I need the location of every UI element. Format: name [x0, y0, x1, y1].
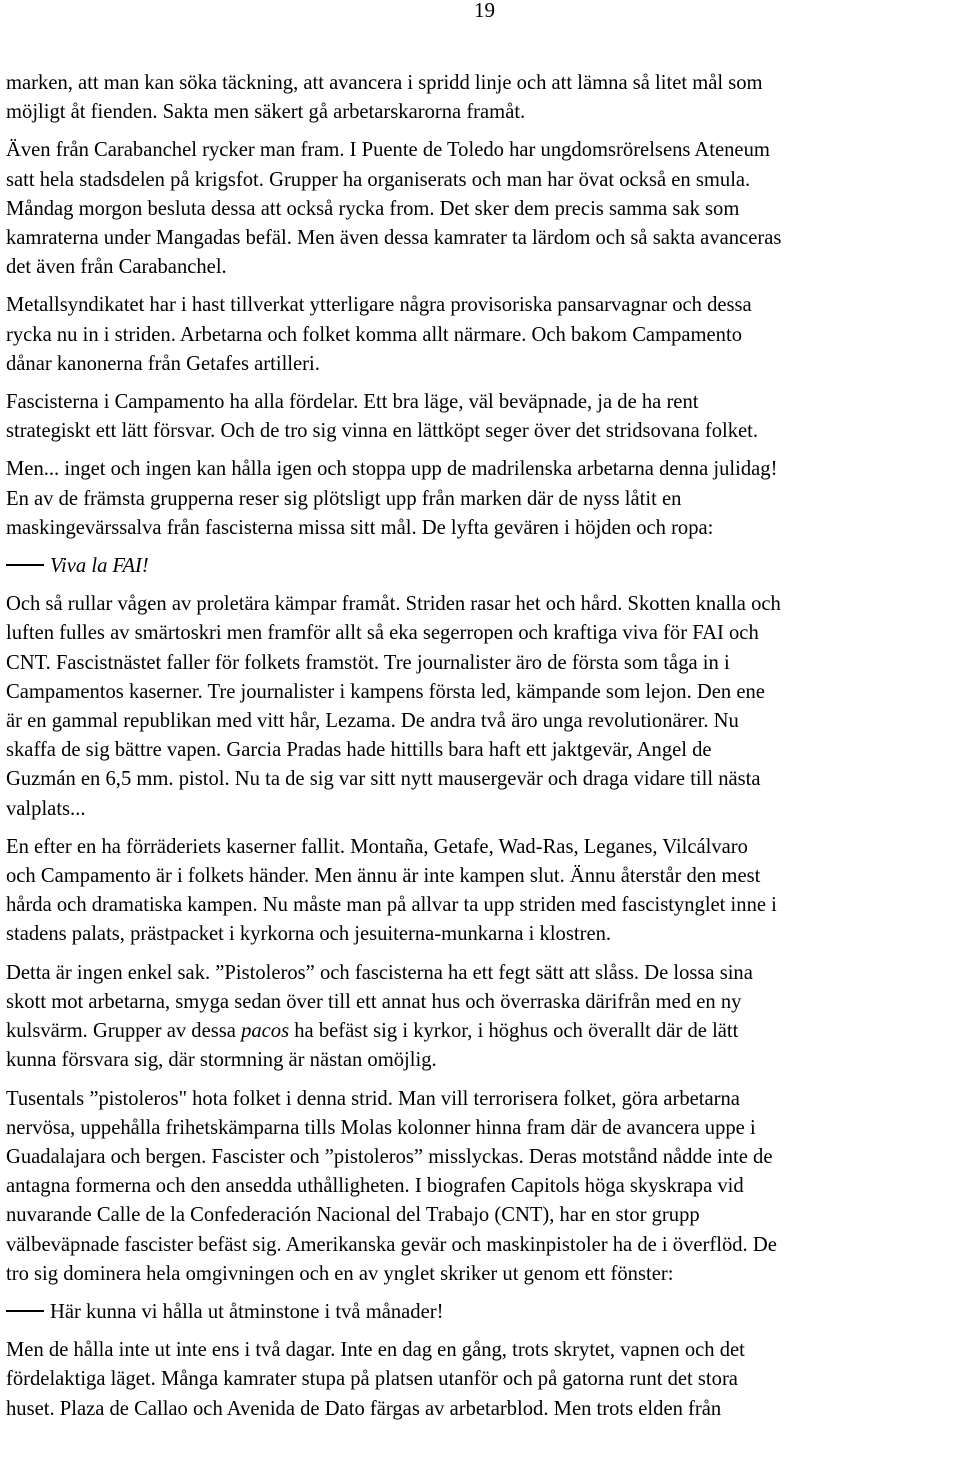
quoted-shout — [6, 1298, 960, 1327]
paragraph: Tusentals ”pistoleros" hota folket i denna strid. Man vill terrorisera folket, göra arbetarna nervösa, uppehålla frihetskämparna tills Molas kolonner hinna fram där de avancera uppe i Guadalajara och bergen. Fascister och ”pistoleros” misslyckas. Deras motstånd nådde inte de antagna formerna och den ansedda uthålligheten. I biografen Capitols höga skyskrapa vid nuvarande Calle de la Confederación Nacional del Trabajo (CNT), har en stor grupp välbeväpnade fascister befäst sig. Amerikanska gevär och maskinpistoler ha de i överflöd. De tro sig dominera hela omgivningen och en av ynglet skriker ut genom ett fönster: — [6, 1087, 777, 1285]
page-body — [6, 69, 960, 1424]
quoted-shout — [6, 552, 960, 581]
paragraph: Men de hålla inte ut inte ens i två dagar. Inte en dag en gång, trots skrytet, vapnen och det fördelaktiga läget. Många kamrater stupa på platsen utanför och på gatorna runt det stora huset. Plaza de Callao och Avenida de Dato färgas av arbetarblod. Men trots elden från — [6, 1339, 745, 1420]
quote-text: Här kunna vi hålla ut åtminstone i två månader! — [50, 1300, 444, 1323]
paragraph: Metallsyndikatet har i hast tillverkat ytterligare några provisoriska pansarvagnar och dessa rycka nu in i striden. Arbetarna och folket komma allt närmare. Och bakom Campamento dånar kanonerna från Getafes artilleri. — [6, 294, 752, 375]
paragraph: Men... inget och ingen kan hålla igen och stoppa upp de madrilenska arbetarna denna julidag! En av de främsta grupperna reser sig plötsligt upp från marken där de nyss låtit en maskingevärssalva från fascisterna missa sitt mål. De lyfta gevären i höjden och ropa: — [6, 458, 778, 539]
paragraph-text: Detta är ingen enkel sak. ”Pistoleros” och fascisterna ha ett fegt sätt att slåss. De lossa sina skott mot arbetarna, smyga sedan över till ett annat hus och överraska därifrån med en ny kulsvärm. Grupper av dessa — [6, 961, 753, 1043]
paragraph — [6, 959, 960, 1076]
dash-mark — [6, 1298, 50, 1327]
dash-mark — [6, 552, 50, 581]
paragraph: Och så rullar vågen av proletära kämpar framåt. Striden rasar het och hård. Skotten knalla och luften fulles av smärtoskri men framför allt så eka segerropen och kraftiga viva för FAI och CNT. Fascistnästet faller för folkets framstöt. Tre journalister äro de första som tåga in i Campamentos kaserner. Tre journalister i kampens första led, kämpande som lejon. Den ene är en gammal republikan med vitt hår, Lezama. De andra två äro unga revolutionärer. Nu skaffa de sig bättre vapen. Garcia Pradas hade hittills bara haft ett jaktgevär, Angel de Guzmán en 6,5 mm. pistol. Nu ta de sig var sitt nytt mausergevär och draga vidare till nästa valplats... — [6, 593, 781, 820]
quote-text: Viva la FAI! — [50, 555, 149, 578]
paragraph: Fascisterna i Campamento ha alla fördelar. Ett bra läge, väl beväpnade, ja de ha rent strategiskt ett lätt försvar. Och de tro sig vinna en lättköpt seger över det stridsovana folket. — [6, 391, 759, 443]
page-number: 19 — [474, 0, 495, 22]
paragraph: En efter en ha förräderiets kaserner fallit. Montaña, Getafe, Wad-Ras, Leganes, Vilcálvaro och Campamento är i folkets händer. Men ännu är inte kampen slut. Ännu återstår den mest hårda och dramatiska kampen. Nu måste man på allvar ta upp striden med fascistynglet inne i stadens palats, prästpacket i kyrkorna och jesuiterna-munkarna i klostren. — [6, 835, 777, 946]
paragraph: Även från Carabanchel rycker man fram. I Puente de Toledo har ungdomsrörelsens Ateneum satt hela stadsdelen på krigsfot. Grupper ha organiserats och man har övat också en smula. Måndag morgon besluta dessa att också rycka from. Det sker dem precis samma sak som kamraterna under Mangadas befäl. Men även dessa kamrater ta lärdom och så sakta avanceras det även från Carabanchel. — [6, 139, 782, 279]
paragraph: marken, att man kan söka täckning, att avancera i spridd linje och att lämna så litet mål som möjligt åt fienden. Sakta men säkert gå arbetarskarorna framåt. — [6, 72, 763, 124]
italic-word: pacos — [241, 1020, 290, 1043]
paragraph-text: ha befäst sig i kyrkor, i höghus och överallt där de lätt kunna försvara sig, där stormning är nästan omöjlig. — [6, 1020, 739, 1072]
